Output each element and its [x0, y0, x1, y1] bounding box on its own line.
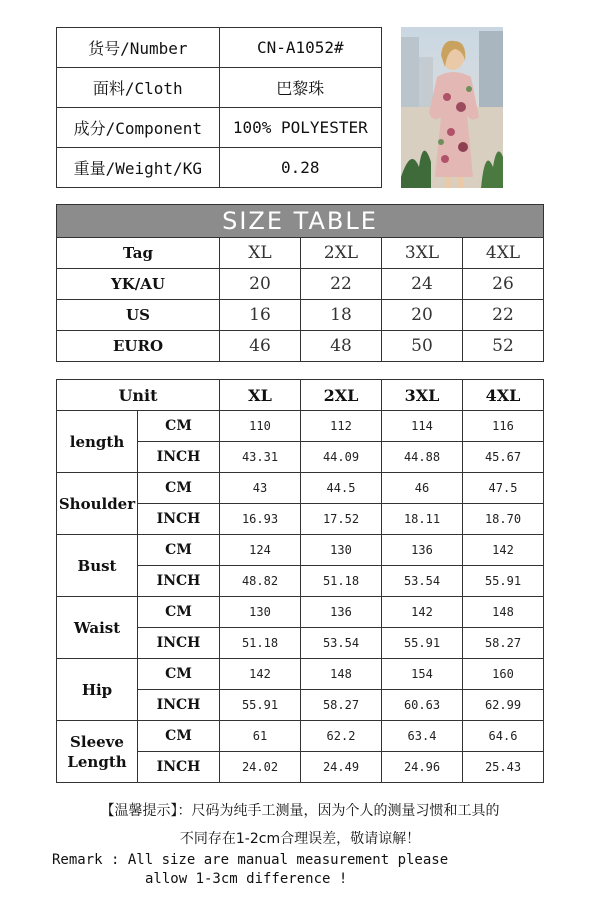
cm-value: 64.6 [463, 721, 544, 752]
size-value: 52 [463, 331, 544, 362]
info-label: 成分/Component [57, 108, 220, 148]
measurement-row-cm [57, 721, 544, 752]
size-row-label: Tag [57, 238, 220, 269]
size-value: 22 [301, 269, 382, 300]
cm-value: 47.5 [463, 473, 544, 504]
inch-value: 51.18 [301, 566, 382, 597]
inch-value: 60.63 [382, 690, 463, 721]
cm-value: 154 [382, 659, 463, 690]
size-row-label: EURO [57, 331, 220, 362]
cm-value: 63.4 [382, 721, 463, 752]
size-value: XL [220, 238, 301, 269]
cm-value: 148 [301, 659, 382, 690]
inch-value: 16.93 [220, 504, 301, 535]
size-value: 20 [220, 269, 301, 300]
size-value: 46 [220, 331, 301, 362]
inch-value: 45.67 [463, 442, 544, 473]
measurement-part: length [57, 411, 138, 473]
info-row [57, 28, 382, 68]
inch-value: 53.54 [382, 566, 463, 597]
inch-value: 24.02 [220, 752, 301, 783]
unit-cm-label: CM [138, 721, 220, 752]
inch-value: 58.27 [301, 690, 382, 721]
cm-value: 46 [382, 473, 463, 504]
measurement-part: Hip [57, 659, 138, 721]
inch-value: 58.27 [463, 628, 544, 659]
unit-cm-label: CM [138, 535, 220, 566]
cm-value: 124 [220, 535, 301, 566]
info-row [57, 108, 382, 148]
measurement-part: Shoulder [57, 473, 138, 535]
size-header: 4XL [463, 380, 544, 411]
info-row [57, 68, 382, 108]
measurement-part: Bust [57, 535, 138, 597]
size-row [57, 238, 544, 269]
size-row [57, 331, 544, 362]
size-value: 26 [463, 269, 544, 300]
cm-value: 142 [463, 535, 544, 566]
inch-value: 55.91 [220, 690, 301, 721]
size-value: 16 [220, 300, 301, 331]
info-label: 货号/Number [57, 28, 220, 68]
cm-value: 43 [220, 473, 301, 504]
cm-value: 44.5 [301, 473, 382, 504]
unit-inch-label: INCH [138, 752, 220, 783]
inch-value: 51.18 [220, 628, 301, 659]
measurement-row-cm [57, 473, 544, 504]
cm-value: 160 [463, 659, 544, 690]
cm-value: 112 [301, 411, 382, 442]
size-header: 3XL [382, 380, 463, 411]
note-en-line1: Remark : All size are manual measurement please [52, 852, 449, 868]
product-photo [401, 27, 503, 188]
measurement-row-cm [57, 535, 544, 566]
cm-value: 116 [463, 411, 544, 442]
info-value: 巴黎珠 [219, 68, 381, 108]
inch-value: 43.31 [220, 442, 301, 473]
info-value: CN-A1052# [219, 28, 381, 68]
info-value: 100% POLYESTER [219, 108, 381, 148]
cm-value: 130 [220, 597, 301, 628]
info-label: 重量/Weight/KG [57, 148, 220, 188]
cm-value: 142 [220, 659, 301, 690]
measurements-header-row [57, 380, 544, 411]
inch-value: 55.91 [463, 566, 544, 597]
inch-value: 18.70 [463, 504, 544, 535]
measurement-row-cm [57, 411, 544, 442]
inch-value: 25.43 [463, 752, 544, 783]
unit-cm-label: CM [138, 659, 220, 690]
size-value: 20 [382, 300, 463, 331]
note-cn-line2: 不同存在1-2cm合理误差，敬请谅解！ [179, 831, 421, 847]
inch-value: 18.11 [382, 504, 463, 535]
measurements-table [56, 379, 544, 783]
size-table [56, 204, 544, 362]
unit-inch-label: INCH [138, 442, 220, 473]
cm-value: 136 [301, 597, 382, 628]
size-row [57, 300, 544, 331]
inch-value: 48.82 [220, 566, 301, 597]
size-row [57, 269, 544, 300]
cm-value: 142 [382, 597, 463, 628]
unit-inch-label: INCH [138, 690, 220, 721]
measurement-part: Waist [57, 597, 138, 659]
unit-inch-label: INCH [138, 628, 220, 659]
unit-cm-label: CM [138, 473, 220, 504]
size-value: 4XL [463, 238, 544, 269]
size-value: 3XL [382, 238, 463, 269]
note-cn-line1: 【温馨提示】：尺码为纯手工测量，因为个人的测量习惯和工具的 [100, 803, 500, 819]
size-row-label: YK/AU [57, 269, 220, 300]
inch-value: 62.99 [463, 690, 544, 721]
cm-value: 62.2 [301, 721, 382, 752]
unit-inch-label: INCH [138, 504, 220, 535]
size-value: 48 [301, 331, 382, 362]
inch-value: 44.09 [301, 442, 382, 473]
size-value: 50 [382, 331, 463, 362]
product-info-table [56, 27, 382, 188]
cm-value: 114 [382, 411, 463, 442]
cm-value: 136 [382, 535, 463, 566]
size-header: XL [220, 380, 301, 411]
note-en-line2: allow 1-3cm difference ! [145, 871, 348, 887]
inch-value: 44.88 [382, 442, 463, 473]
info-label: 面料/Cloth [57, 68, 220, 108]
inch-value: 17.52 [301, 504, 382, 535]
unit-inch-label: INCH [138, 566, 220, 597]
cm-value: 148 [463, 597, 544, 628]
unit-header: Unit [57, 380, 220, 411]
measurement-row-cm [57, 597, 544, 628]
cm-value: 130 [301, 535, 382, 566]
info-row [57, 148, 382, 188]
size-header: 2XL [301, 380, 382, 411]
unit-cm-label: CM [138, 411, 220, 442]
info-value: 0.28 [219, 148, 381, 188]
size-row-label: US [57, 300, 220, 331]
inch-value: 53.54 [301, 628, 382, 659]
size-table-title: SIZE TABLE [57, 205, 544, 238]
size-value: 2XL [301, 238, 382, 269]
size-value: 22 [463, 300, 544, 331]
unit-cm-label: CM [138, 597, 220, 628]
inch-value: 55.91 [382, 628, 463, 659]
measurement-row-cm [57, 659, 544, 690]
inch-value: 24.96 [382, 752, 463, 783]
measurement-part: Sleeve Length [57, 721, 138, 783]
cm-value: 61 [220, 721, 301, 752]
size-value: 18 [301, 300, 382, 331]
size-value: 24 [382, 269, 463, 300]
inch-value: 24.49 [301, 752, 382, 783]
cm-value: 110 [220, 411, 301, 442]
